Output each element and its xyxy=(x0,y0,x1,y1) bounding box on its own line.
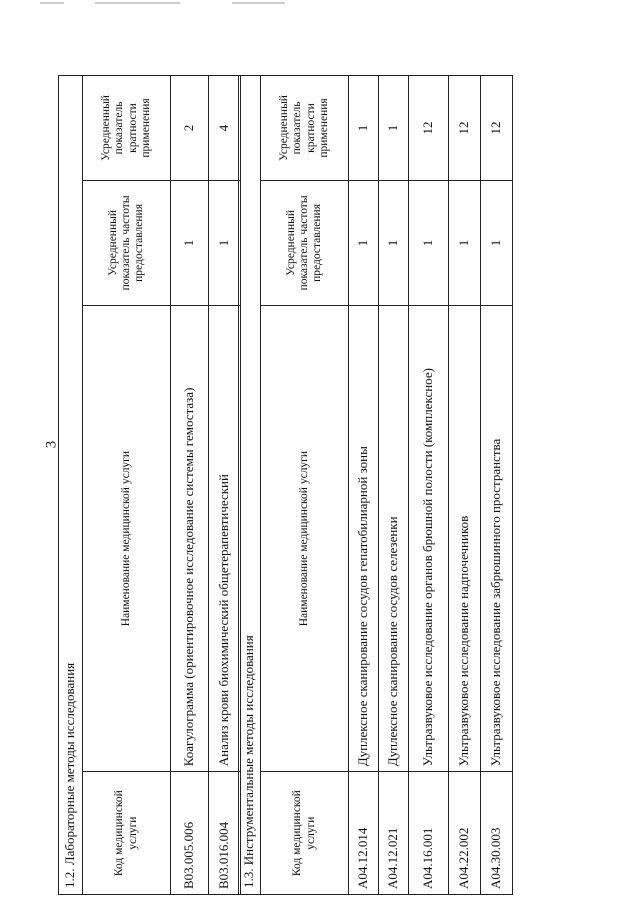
header-name: Наименование медицинской услуги xyxy=(261,305,349,771)
service-name: Ультразвуковое исследование органов брюшной полости (комплексное) xyxy=(409,305,449,771)
service-code: A04.22.002 xyxy=(449,772,481,895)
frequency-value: 1 xyxy=(449,180,481,305)
header-frequency: Усредненный показатель частоты предоставления xyxy=(261,180,349,305)
service-name: Дуплексное сканирование сосудов селезенки xyxy=(379,305,409,771)
header-name: Наименование медицинской услуги xyxy=(83,305,171,771)
table-row xyxy=(349,76,379,895)
table-row xyxy=(171,76,209,895)
table-row xyxy=(379,76,409,895)
service-code: A04.12.014 xyxy=(349,772,379,895)
header-multiplicity: Усредненный показатель кратности применения xyxy=(261,76,349,181)
multiplicity-value: 1 xyxy=(349,76,379,181)
frequency-value: 1 xyxy=(349,180,379,305)
page-number: 3 xyxy=(43,440,60,449)
service-name: Анализ крови биохимический общетерапевтический xyxy=(209,305,241,771)
header-frequency: Усредненный показатель частоты предоставления xyxy=(83,180,171,305)
service-name: Ультразвуковое исследование надпочечников xyxy=(449,305,481,771)
service-name: Ультразвуковое исследование забрюшинного пространства xyxy=(481,305,513,771)
service-code: A04.30.003 xyxy=(481,772,513,895)
service-code: A04.16.001 xyxy=(409,772,449,895)
instrumental-methods-table xyxy=(238,75,513,895)
multiplicity-value: 12 xyxy=(409,76,449,181)
header-multiplicity: Усредненный показатель кратности применения xyxy=(83,76,171,181)
header-code: Код медицинской услуги xyxy=(83,772,171,895)
multiplicity-value: 12 xyxy=(449,76,481,181)
multiplicity-value: 2 xyxy=(171,76,209,181)
header-code: Код медицинской услуги xyxy=(261,772,349,895)
service-code: A04.12.021 xyxy=(379,772,409,895)
table-row xyxy=(209,76,241,895)
instrumental-methods-title: 1.3. Инструментальные методы исследования xyxy=(239,76,261,895)
frequency-value: 1 xyxy=(379,180,409,305)
frequency-value: 1 xyxy=(481,180,513,305)
service-code: B03.005.006 xyxy=(171,772,209,895)
service-name: Коагулограмма (ориентировочное исследование системы гемостаза) xyxy=(171,305,209,771)
lab-methods-title: 1.2. Лабораторные методы исследования xyxy=(59,76,83,895)
multiplicity-value: 12 xyxy=(481,76,513,181)
multiplicity-value: 4 xyxy=(209,76,241,181)
table-row xyxy=(449,76,481,895)
frequency-value: 1 xyxy=(171,180,209,305)
multiplicity-value: 1 xyxy=(379,76,409,181)
frequency-value: 1 xyxy=(209,180,241,305)
frequency-value: 1 xyxy=(409,180,449,305)
table-row xyxy=(481,76,513,895)
service-code: B03.016.004 xyxy=(209,772,241,895)
table-row xyxy=(409,76,449,895)
lab-methods-table xyxy=(58,75,241,895)
service-name: Дуплексное сканирование сосудов гепатобилиарной зоны xyxy=(349,305,379,771)
